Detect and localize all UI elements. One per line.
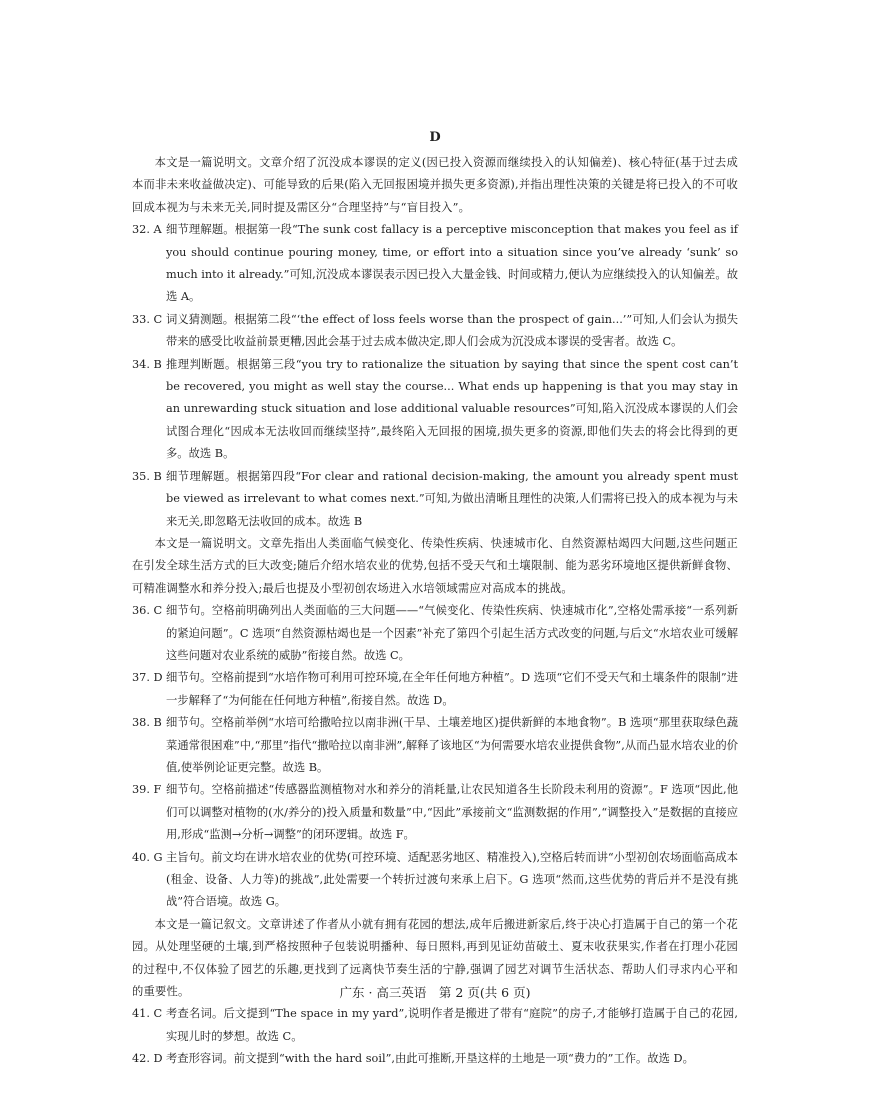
- answer-explanation: 细节句。空格前明确列出人类面临的三大问题——“气候变化、传染性疾病、快速城市化”,空格处需承接“一系列新的紧迫问题”。C 选项“自然资源枯竭也是一个因素”补充了第四个引起生活方式改变的问题,与后文“水培农业可缓解这些问题对农业系统的威胁”衔接自然。故选 C。: [166, 604, 738, 662]
- answer-item: [132, 667, 738, 712]
- answer-number: 42. D: [132, 1052, 163, 1066]
- answer-explanation: 主旨句。前文均在讲水培农业的优势(可控环境、适配恶劣地区、精准投入),空格后转而讲“小型初创农场面临高成本(租金、设备、人力等)的挑战”,此处需要一个转折过渡句来承上启下。G 选项“然而,这些优势的背后并不是没有挑战”符合语境。故选 G。: [166, 850, 738, 909]
- answer-explanation: 细节句。空格前提到“水培作物可利用可控环境,在全年任何地方种植”。D 选项“它们不受天气和土壤条件的限制”进一步解释了“为何能在任何地方种植”,衔接自然。故选 D。: [166, 671, 738, 707]
- answer-number: 40. G: [132, 850, 163, 864]
- answer-number: 32. A: [132, 223, 162, 237]
- answer-explanation: 细节理解题。根据第一段“The sunk cost fallacy is a perceptive misconception that makes you feel as if you should continue pouring money, time, or effort into a situation since you’ve already ‘sunk’ so much into it already.”可知,沉没成本谬误表示因已投入大量金钱、时间或精力,便认为应继续投入的认知偏差。故选 A。: [166, 223, 738, 304]
- answer-number: 38. B: [132, 716, 162, 730]
- answer-item: [132, 309, 738, 354]
- answer-explanation: 细节句。空格前举例“水培可给撒哈拉以南非洲(干旱、土壤差地区)提供新鲜的本地食物”。B 选项“那里获取绿色蔬菜通常很困难”中,“那里”指代“撒哈拉以南非洲”,解释了该地区“为何需要水培农业提供食物”,从而凸显水培农业的价值,使举例论证更完整。故选 B。: [166, 716, 738, 774]
- answer-number: 34. B: [132, 357, 162, 371]
- answer-number: 37. D: [132, 671, 163, 685]
- passage-summary-f: 本文是一篇记叙文。文章讲述了作者从小就有拥有花园的想法,成年后搬进新家后,终于决心打造属于自己的第一个花园。从处理坚硬的土壤,到严格按照种子包装说明播种、每日照料,再到见证幼苗破土、夏末收获果实,作者在打理小花园的过程中,不仅体验了园艺的乐趣,更找到了远离快节奏生活的宁静,强调了园艺对调节生活状态、帮助人们寻求内心平和的重要性。: [132, 917, 738, 999]
- answer-content: [132, 152, 738, 1071]
- answer-number: 39. F: [132, 783, 162, 797]
- answer-explanation: 考查形容词。前文提到“with the hard soil”,由此可推断,开垦这样的土地是一项“费力的”工作。故选 D。: [166, 1052, 694, 1066]
- answer-explanation: 推理判断题。根据第三段“you try to rationalize the situation by saying that since the spent cost can’t be recovered, you might as well stay the course... What ends up happening is that you may stay in an unrewarding stuck situation and lose additional valuable resources”可知,陷入沉没成本谬误的人们会试图合理化“因成本无法收回而继续坚持”,最终陷入无回报的困境,损失更多的资源,即他们失去的将会比得到的更多。故选 B。: [166, 357, 738, 461]
- answer-item: [132, 847, 738, 914]
- answer-explanation: 细节句。空格前描述“传感器监测植物对水和养分的消耗量,让农民知道各生长阶段未利用的资源”。F 选项“因此,他们可以调整对植物的(水/养分的)投入质量和数量”中,“因此”承接前文“监测数据的作用”,“调整投入”是数据的直接应用,形成“监测→分析→调整”的闭环逻辑。故选 F。: [166, 783, 738, 842]
- answer-item: [132, 466, 738, 533]
- answer-item: [132, 354, 738, 466]
- answer-number: 41. C: [132, 1007, 163, 1021]
- answer-explanation: 考查名词。后文提到“The space in my yard”,说明作者是搬进了带有“庭院”的房子,才能够打造属于自己的花园,实现儿时的梦想。故选 C。: [166, 1007, 738, 1043]
- answer-item: [132, 779, 738, 846]
- answer-item: [132, 712, 738, 779]
- answer-number: 33. C: [132, 312, 163, 326]
- passage-summary-d: 本文是一篇说明文。文章介绍了沉没成本谬误的定义(因已投入资源而继续投入的认知偏差)、核心特征(基于过去成本而非未来收益做决定)、可能导致的后果(陷入无回报困境并损失更多资源),并指出理性决策的关键是将已投入的不可收回成本视为与未来无关,同时提及需区分“合理坚持”与“盲目投入”。: [132, 156, 738, 214]
- answer-number: 35. B: [132, 469, 162, 483]
- answer-item: [132, 600, 738, 667]
- answer-item: [132, 219, 738, 309]
- answer-explanation: 词义猜测题。根据第二段“‘the effect of loss feels worse than the prospect of gain...’”可知,人们会认为损失带来的感受比收益前景更糟,因此会基于过去成本做决定,即人们会成为沉没成本谬误的受害者。故选 C。: [166, 312, 738, 349]
- page-footer: 广东 · 高三英语 第 2 页(共 6 页): [339, 985, 531, 1000]
- section-label: D: [429, 130, 441, 145]
- passage-summary-e: 本文是一篇说明文。文章先指出人类面临气候变化、传染性疾病、快速城市化、自然资源枯竭四大问题,这些问题正在引发全球生活方式的巨大改变;随后介绍水培农业的优势,包括不受天气和土壤限制、能为恶劣环境地区提供新鲜食物、可精准调整水和养分投入;最后也提及小型初创农场进入水培领域需应对高成本的挑战。: [132, 536, 738, 595]
- answer-number: 36. C: [132, 604, 163, 618]
- answer-item: [132, 1048, 738, 1070]
- answer-explanation: 细节理解题。根据第四段“For clear and rational decision-making, the amount you already spent must be viewed as irrelevant to what comes next.”可知,为做出清晰且理性的决策,人们需将已投入的成本视为与未来无关,即忽略无法收回的成本。故选 B: [166, 469, 738, 528]
- answer-item: [132, 1003, 738, 1048]
